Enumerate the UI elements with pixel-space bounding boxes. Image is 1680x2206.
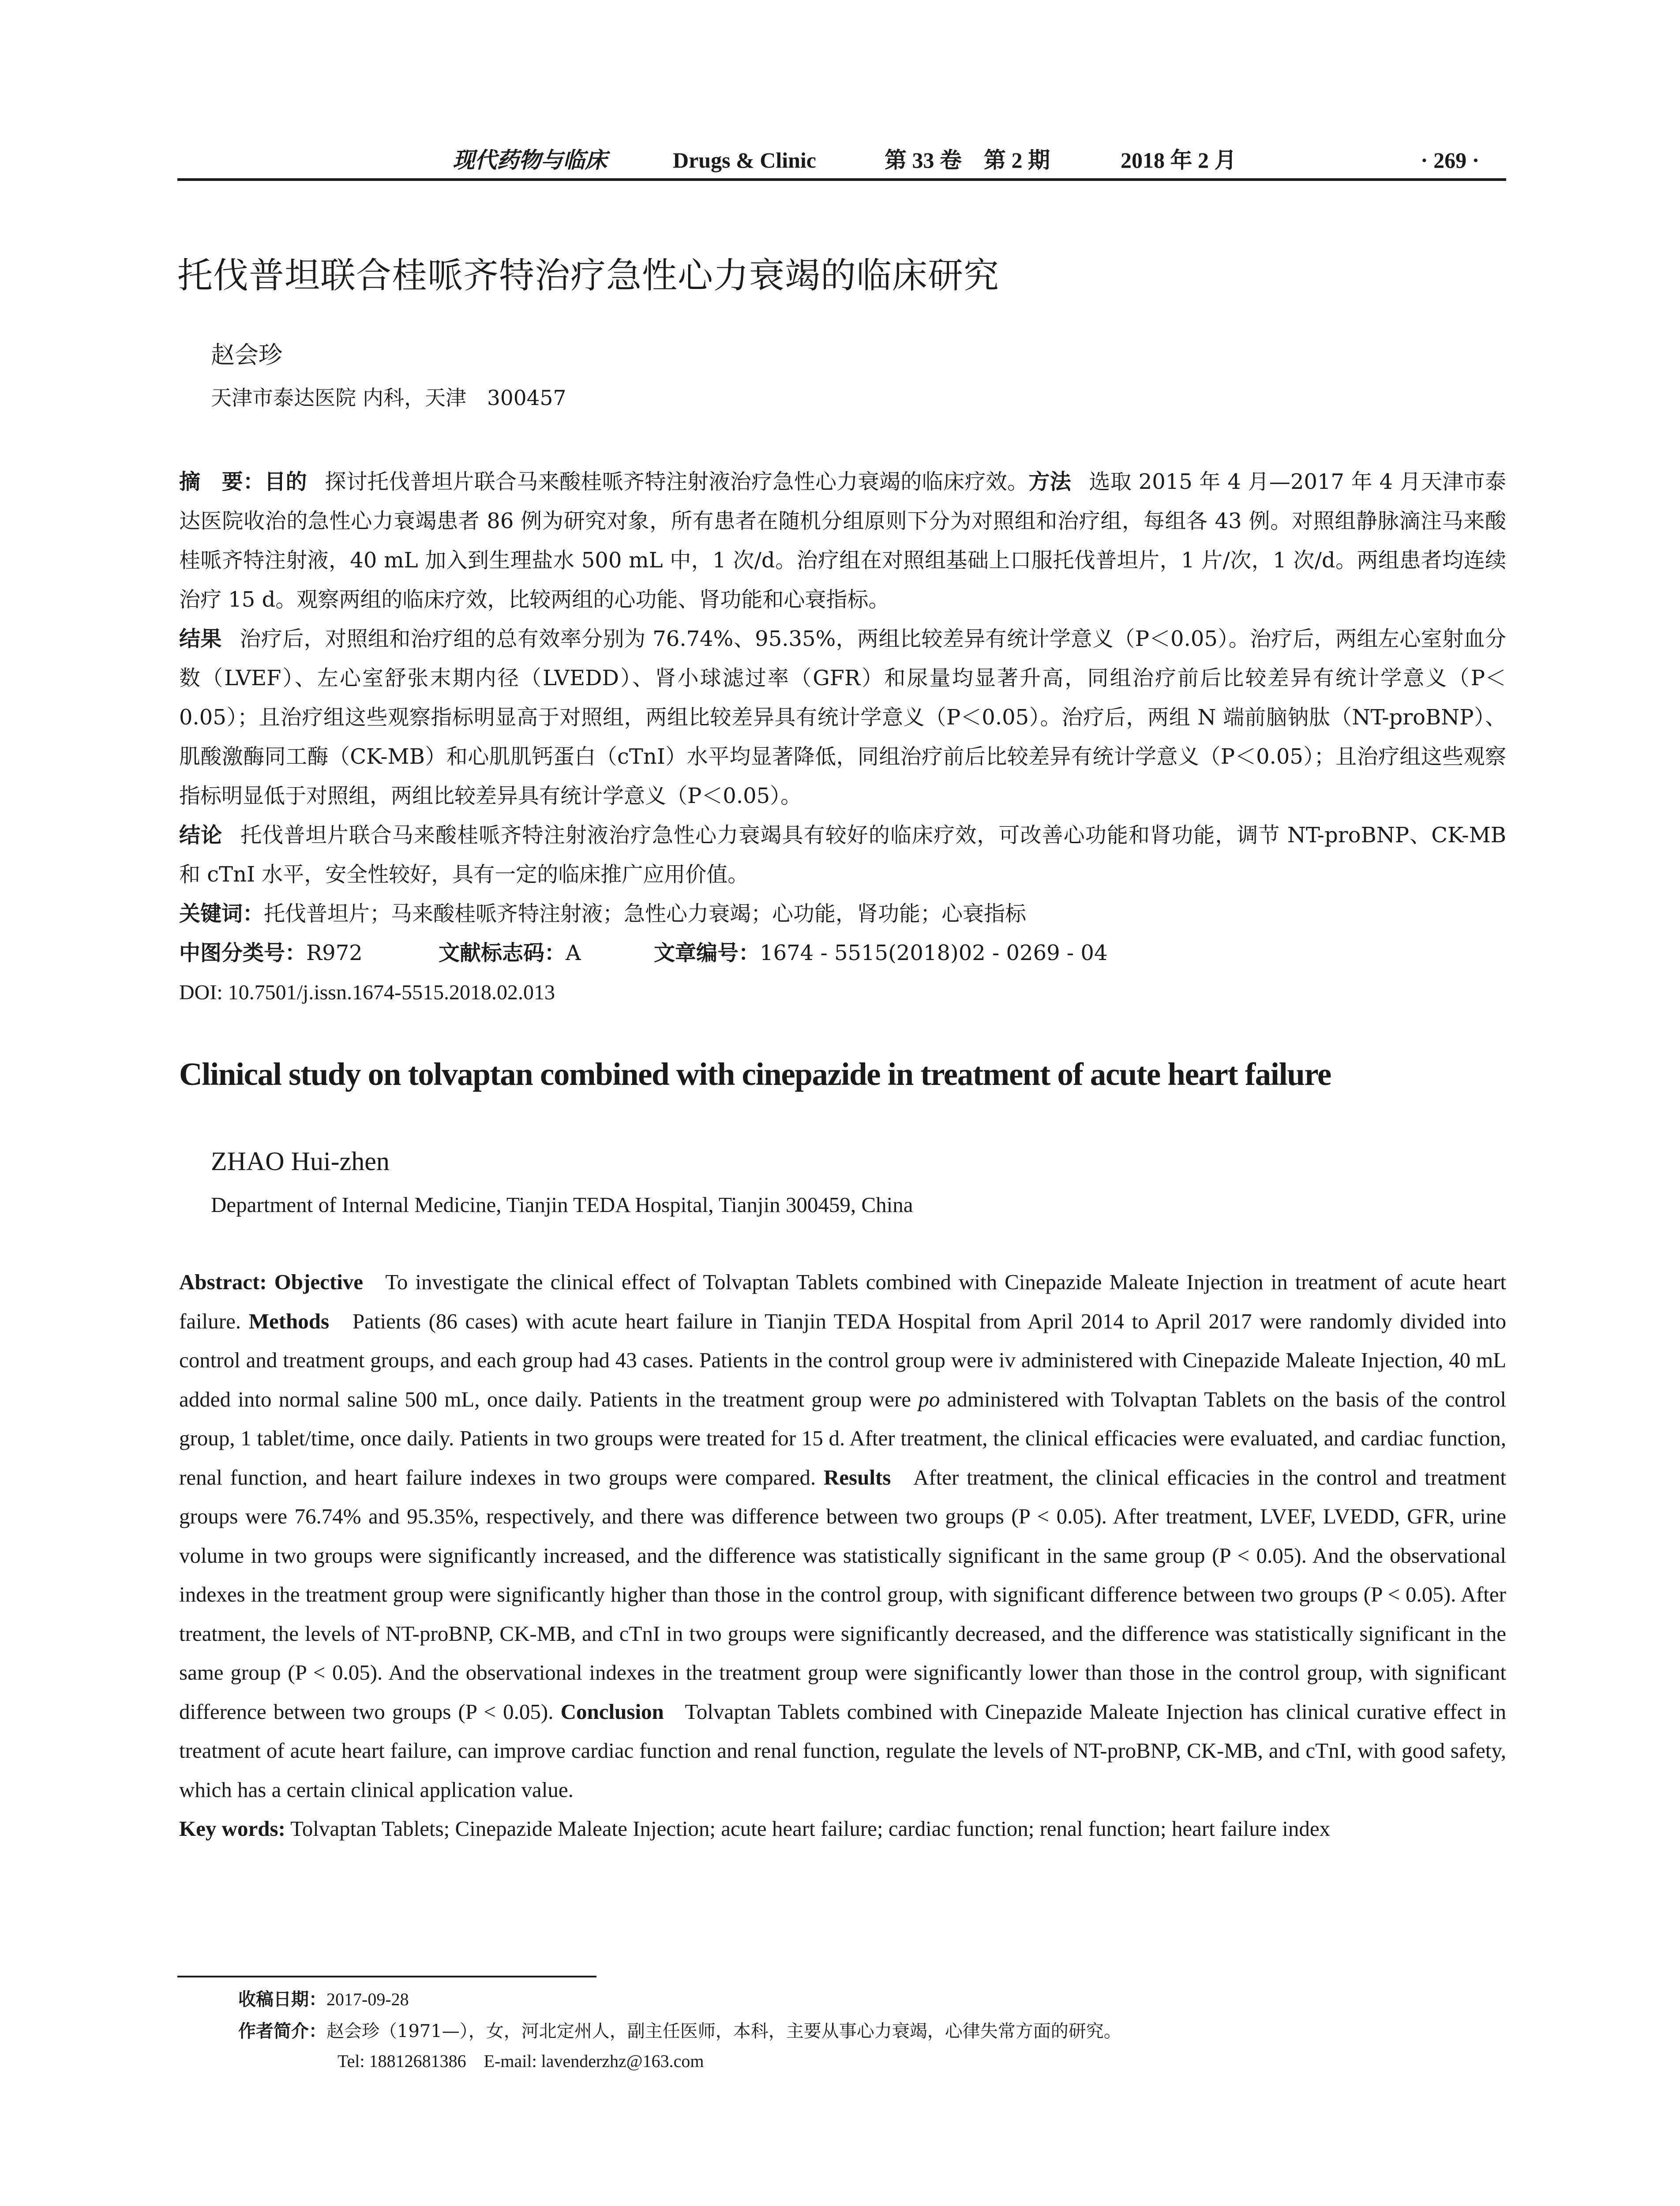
header-page-number: · 269 · bbox=[1421, 148, 1480, 173]
methods-cn: 选取 2015 年 4 月—2017 年 4 月天津市泰达医院收治的急性心力衰竭患者 86 例为研究对象，所有患者在随机分组原则下分为对照组和治疗组，每组各 43 例。对照组静脉滴注马来酸桂哌齐特注射液，40 mL 加入到生理盐水 500 mL 中，1 次/d。治疗组在对照组基础上口服托伐普坦片，1 片/次，1 次/d。两组患者均连续治疗 15 d。观察两组的临床疗效，比较两组的心功能、肾功能和心衰指标。 bbox=[179, 469, 1506, 612]
footnote-received bbox=[238, 1986, 409, 2013]
header-journal-cn: 现代药物与临床 bbox=[453, 148, 607, 173]
conclusion-cn-label: 结论 bbox=[179, 823, 223, 848]
title-cn: 托伐普坦联合桂哌齐特治疗急性心力衰竭的临床研究 bbox=[177, 255, 999, 296]
header-rule bbox=[177, 178, 1506, 181]
abstract-cn-label: 摘 要： bbox=[179, 469, 265, 494]
header-journal-en: Drugs & Clinic bbox=[673, 148, 816, 173]
doc-code-value: A bbox=[566, 941, 581, 965]
footnote-contact: Tel: 18812681386 E-mail: lavenderzhz@163.com bbox=[338, 2051, 704, 2071]
keywords-cn bbox=[179, 894, 1506, 934]
title-en: Clinical study on tolvaptan combined with cinepazide in treatment of acute heart failure bbox=[179, 1056, 1331, 1092]
header-date: 2018 年 2 月 bbox=[1121, 148, 1237, 173]
conclusion-cn: 托伐普坦片联合马来酸桂哌齐特注射液治疗急性心力衰竭具有较好的临床疗效，可改善心功能和肾功能，调节 NT-proBNP、CK-MB 和 cTnI 水平，安全性较好，具有一定的临床推广应用价值。 bbox=[179, 823, 1506, 887]
objective-en: To investigate the clinical effect of Tolvaptan Tablets combined with Cinepazide Maleate Injection in treatment of acute heart failure. bbox=[179, 1270, 1506, 1333]
clc-value: R972 bbox=[306, 941, 363, 965]
keywords-en-label: Key words: bbox=[179, 1816, 285, 1841]
objective-cn: 探讨托伐普坦片联合马来酸桂哌齐特注射液治疗急性心力衰竭的临床疗效。 bbox=[325, 469, 1029, 494]
abstract-en bbox=[179, 1263, 1506, 1849]
received-label: 收稿日期： bbox=[238, 1989, 326, 2010]
methods-en-part1: Patients (86 cases) with acute heart failure in Tianjin TEDA Hospital from April 2014 to April 2017 were randomly divided into control and treatment groups, and each group had 43 cases. Patients in the control group were iv administered with Cinepazide Maleate Injection, 40 mL added into normal saline 500 mL, once daily. Patients in the treatment group were bbox=[179, 1309, 1507, 1411]
abstract-cn-body bbox=[179, 462, 1506, 894]
clc-label: 中图分类号： bbox=[179, 941, 307, 965]
footnote-author-bio bbox=[238, 2018, 1121, 2045]
objective-en-label: Abstract: Objective bbox=[179, 1270, 364, 1294]
article-number-label: 文章编号： bbox=[654, 941, 760, 965]
bio-text: 赵会珍（1971—），女，河北定州人，副主任医师，本科，主要从事心力衰竭，心律失常方面的研究。 bbox=[326, 2021, 1121, 2041]
doc-code-label: 文献标志码： bbox=[439, 941, 566, 965]
abstract-cn bbox=[179, 462, 1506, 1012]
results-en: After treatment, the clinical efficacies in the control and treatment groups were 76.74% and 95.35%, respectively, and there was difference between two groups (P < 0.05). After treatment, LVEF, LVEDD, GFR, urine volume in two groups were significantly increased, and the difference was statistically significant in the same group (P < 0.05). And the observational indexes in the treatment group were significantly higher than those in the control group, with significant difference between two groups (P < 0.05). After treatment, the levels of NT-proBNP, CK-MB, and cTnI in two groups were significantly decreased, and the difference was statistically significant in the same group (P < 0.05). And the observational indexes in the treatment group were significantly lower than those in the control group, with significant difference between two groups (P < 0.05). bbox=[179, 1465, 1507, 1724]
keywords-en bbox=[179, 1809, 1506, 1849]
conclusion-en: Tolvaptan Tablets combined with Cinepazide Maleate Injection has clinical curative effect in treatment of acute heart failure, can improve cardiac function and renal function, regulate the levels of NT-proBNP, CK-MB, and cTnI, with good safety, which has a certain clinical application value. bbox=[179, 1699, 1507, 1802]
keywords-en-text: Tolvaptan Tablets; Cinepazide Maleate Injection; acute heart failure; cardiac function; renal function; heart failure index bbox=[290, 1816, 1331, 1841]
doi: DOI: 10.7501/j.issn.1674-5515.2018.02.013 bbox=[179, 981, 555, 1004]
keywords-cn-label: 关键词： bbox=[179, 901, 264, 926]
methods-en-po: po bbox=[918, 1387, 940, 1411]
header-volume-issue: 第 33 卷 第 2 期 bbox=[885, 148, 1050, 173]
classification-row bbox=[179, 934, 1506, 973]
methods-en-part2: administered with Tolvaptan Tablets on the basis of the control group, 1 tablet/time, once daily. Patients in two groups were treated for 15 d. After treatment, the clinical efficacies were evaluated, and cardiac function, renal function, and heart failure indexes in two groups were compared. bbox=[179, 1387, 1507, 1489]
received-date: 2017-09-28 bbox=[326, 1989, 409, 2009]
author-cn: 赵会珍 bbox=[211, 341, 282, 369]
keywords-cn-text: 托伐普坦片；马来酸桂哌齐特注射液；急性心力衰竭；心功能，肾功能；心衰指标 bbox=[264, 901, 1027, 926]
article-number-value: 1674 - 5515(2018)02 - 0269 - 04 bbox=[760, 941, 1108, 965]
affiliation-en: Department of Internal Medicine, Tianjin TEDA Hospital, Tianjin 300459, China bbox=[211, 1193, 913, 1217]
author-en: ZHAO Hui-zhen bbox=[211, 1147, 390, 1176]
footnote-rule bbox=[177, 1976, 596, 1977]
abstract-en-body bbox=[179, 1263, 1506, 1809]
affiliation-cn: 天津市泰达医院 内科，天津 300457 bbox=[211, 386, 566, 410]
methods-en-label: Methods bbox=[248, 1309, 330, 1333]
objective-cn-label: 目的 bbox=[264, 469, 308, 494]
results-en-label: Results bbox=[823, 1465, 891, 1489]
results-cn-label: 结果 bbox=[179, 627, 222, 651]
results-cn: 治疗后，对照组和治疗组的总有效率分别为 76.74%、95.35%，两组比较差异有统计学意义（P＜0.05）。治疗后，两组左心室射血分数（LVEF）、左心室舒张末期内径（LVEDD）、肾小球滤过率（GFR）和尿量均显著升高，同组治疗前后比较差异有统计学意义（P＜0.05）；且治疗组这些观察指标明显高于对照组，两组比较差异具有统计学意义（P＜0.05）。治疗后，两组 N 端前脑钠肽（NT-proBNP）、肌酸激酶同工酶（CK-MB）和心肌肌钙蛋白（cTnI）水平均显著降低，同组治疗前后比较差异有统计学意义（P＜0.05）；且治疗组这些观察指标明显低于对照组，两组比较差异具有统计学意义（P＜0.05）。 bbox=[179, 627, 1506, 808]
bio-label: 作者简介： bbox=[238, 2021, 326, 2041]
conclusion-en-label: Conclusion bbox=[560, 1699, 664, 1724]
methods-cn-label: 方法 bbox=[1028, 469, 1072, 494]
